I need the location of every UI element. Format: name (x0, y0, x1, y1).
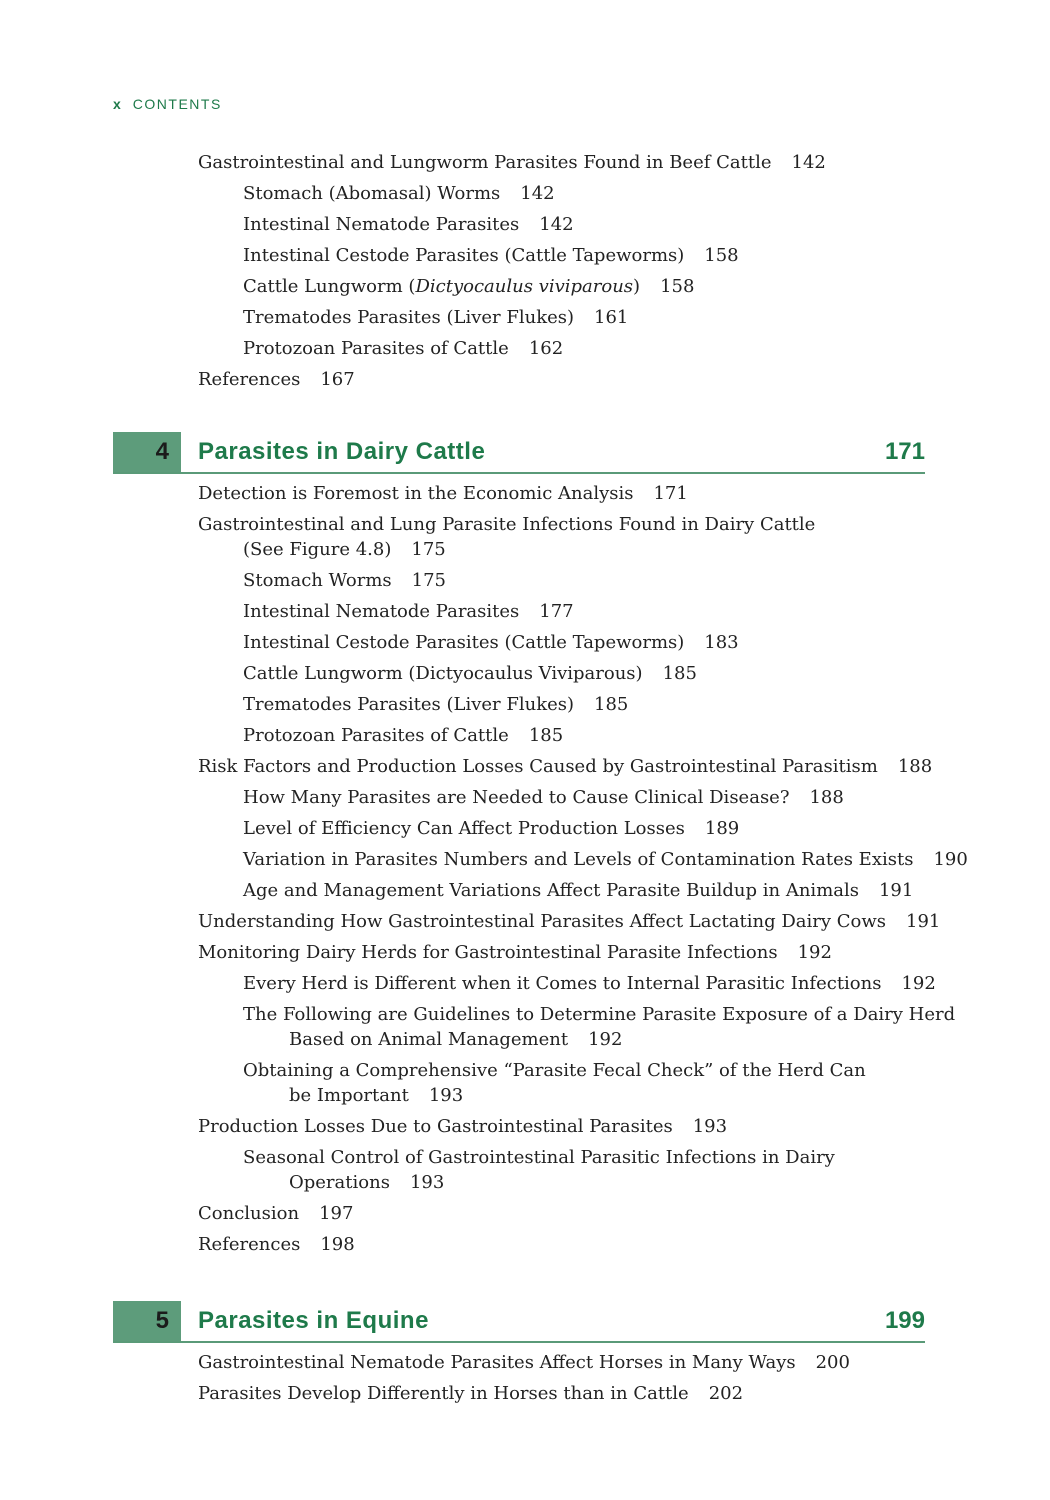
toc-entry[interactable] (198, 754, 950, 779)
toc-entry-title: Parasites Develop Differently in Horses than in Cattle (198, 1383, 689, 1404)
toc-entry-title: Gastrointestinal and Lung Parasite Infections Found in Dairy Cattle (198, 514, 816, 535)
toc-entry[interactable] (198, 181, 950, 206)
toc-entry-page: 202 (708, 1383, 744, 1404)
chapter-title: Parasites in Equine (198, 1307, 429, 1334)
toc-entry-page: 177 (539, 601, 574, 622)
toc-entry[interactable] (198, 692, 950, 717)
chapter-page: 199 (884, 1307, 925, 1334)
toc-entry[interactable] (198, 785, 950, 810)
toc-entry-page: 161 (594, 307, 629, 328)
toc-entry[interactable] (198, 481, 950, 506)
toc-entry[interactable] (198, 367, 950, 392)
toc-entry-page: 191 (878, 880, 914, 901)
toc-entry-title: Obtaining a Comprehensive “Parasite Fecal Check” of the Herd Can (243, 1060, 866, 1081)
toc-entry[interactable] (198, 1201, 950, 1226)
toc-entry-page: 191 (906, 911, 941, 932)
toc-entry-page: 142 (791, 152, 826, 173)
toc-entry[interactable] (198, 940, 950, 965)
toc-entry-page: 192 (797, 942, 832, 963)
toc-entry-page: 188 (897, 756, 933, 777)
toc-entry-title-start: Cattle Lungworm ( (243, 276, 416, 297)
toc-entry-title: Risk Factors and Production Losses Caused by Gastrointestinal Parasitism (198, 756, 878, 777)
toc-entry-title: Variation in Parasites Numbers and Levels of Contamination Rates Exists (243, 849, 914, 870)
toc-entry-page: 167 (320, 369, 355, 390)
toc-entry-title-continued: be Important (289, 1085, 409, 1106)
toc-entry-title: Intestinal Cestode Parasites (Cattle Tapeworms) (243, 245, 685, 266)
toc-entry-page: 190 (933, 849, 968, 870)
toc-entry-title: Age and Management Variations Affect Parasite Buildup in Animals (243, 880, 859, 901)
toc-entry-page: 192 (588, 1029, 623, 1050)
toc-entry[interactable] (198, 1002, 956, 1052)
toc-block-chapter5 (198, 1350, 950, 1406)
toc-entry-title: The Following are Guidelines to Determine Parasite Exposure of a Dairy Herd (243, 1004, 956, 1025)
toc-entry-title: Intestinal Nematode Parasites (243, 214, 520, 235)
toc-entry-title: Stomach Worms (243, 570, 392, 591)
chapter-page: 171 (884, 438, 925, 465)
toc-entry-title-continued: Operations (289, 1172, 390, 1193)
toc-entry-title: Conclusion (198, 1203, 300, 1224)
chapter-number-box: 5 (113, 1301, 181, 1341)
chapter-number-box: 4 (113, 432, 181, 472)
toc-entry-title: Gastrointestinal and Lungworm Parasites Found in Beef Cattle (198, 152, 772, 173)
toc-entry[interactable] (198, 816, 950, 841)
toc-entry-title: Trematodes Parasites (Liver Flukes) (243, 307, 575, 328)
toc-entry[interactable] (198, 1114, 950, 1139)
toc-entry-page: 175 (411, 570, 446, 591)
toc-entry-title-continued: (See Figure 4.8) (243, 539, 392, 560)
toc-entry-page: 188 (809, 787, 844, 808)
toc-entry-page: 185 (594, 694, 629, 715)
toc-entry-page: 185 (528, 725, 564, 746)
toc-entry[interactable] (198, 568, 950, 593)
toc-entry[interactable] (198, 599, 950, 624)
toc-entry[interactable] (198, 1058, 950, 1108)
toc-entry-title: Level of Efficiency Can Affect Production Losses (243, 818, 685, 839)
toc-entry[interactable] (198, 512, 950, 562)
toc-entry-page: 142 (539, 214, 574, 235)
toc-entry-title: References (198, 369, 301, 390)
toc-entry-title-end: ) (633, 276, 641, 297)
toc-entry-page: 197 (319, 1203, 354, 1224)
toc-entry-title: Monitoring Dairy Herds for Gastrointestinal Parasite Infections (198, 942, 778, 963)
toc-entry-title: Every Herd is Different when it Comes to Internal Parasitic Infections (243, 973, 882, 994)
toc-entry[interactable] (198, 630, 950, 655)
running-head (113, 96, 222, 112)
toc-entry-page: 200 (815, 1352, 850, 1373)
toc-entry-page: 183 (704, 632, 739, 653)
toc-entry[interactable] (198, 243, 950, 268)
toc-entry-title: Detection is Foremost in the Economic Analysis (198, 483, 634, 504)
toc-entry[interactable] (198, 909, 950, 934)
toc-entry[interactable] (198, 971, 950, 996)
toc-entry[interactable] (198, 1381, 950, 1406)
toc-entry-title: Production Losses Due to Gastrointestinal Parasites (198, 1116, 673, 1137)
toc-entry-title: Intestinal Cestode Parasites (Cattle Tapeworms) (243, 632, 685, 653)
toc-entry-page: 193 (692, 1116, 728, 1137)
toc-entry-page: 158 (704, 245, 739, 266)
toc-entry-title: References (198, 1234, 301, 1255)
toc-entry-title-continued: Based on Animal Management (289, 1029, 569, 1050)
toc-entry-title: Seasonal Control of Gastrointestinal Parasitic Infections in Dairy (243, 1147, 835, 1168)
toc-entry-title: How Many Parasites are Needed to Cause Clinical Disease? (243, 787, 790, 808)
toc-entry-title: Stomach (Abomasal) Worms (243, 183, 501, 204)
toc-entry-page: 171 (653, 483, 688, 504)
page-number: x (113, 96, 121, 112)
toc-block-chapter3-continued (198, 150, 950, 392)
toc-entry[interactable] (198, 274, 950, 299)
chapter-title: Parasites in Dairy Cattle (198, 438, 486, 465)
toc-entry[interactable] (198, 878, 950, 903)
toc-entry-title: Cattle Lungworm (Dictyocaulus Viviparous) (243, 663, 643, 684)
toc-entry-title: Understanding How Gastrointestinal Parasites Affect Lactating Dairy Cows (198, 911, 886, 932)
toc-entry-title: Protozoan Parasites of Cattle (243, 338, 509, 359)
toc-entry-page: 193 (409, 1172, 445, 1193)
toc-entry-page: 142 (520, 183, 555, 204)
toc-entry[interactable] (198, 150, 950, 175)
toc-entry-page: 185 (662, 663, 697, 684)
toc-entry-page: 175 (411, 539, 446, 560)
chapter-heading-4[interactable] (113, 432, 925, 474)
toc-entry-page: 198 (320, 1234, 355, 1255)
toc-entry-page: 162 (528, 338, 564, 359)
toc-entry[interactable] (198, 1232, 950, 1257)
toc-entry-page: 158 (660, 276, 695, 297)
chapter-heading-5[interactable] (113, 1301, 925, 1343)
toc-entry[interactable] (198, 1350, 950, 1375)
toc-entry-page: 193 (428, 1085, 464, 1106)
toc-entry[interactable] (198, 212, 950, 237)
toc-entry[interactable] (198, 723, 950, 748)
toc-entry[interactable] (198, 305, 950, 330)
toc-entry-title: Protozoan Parasites of Cattle (243, 725, 509, 746)
toc-entry[interactable] (198, 661, 950, 686)
toc-entry[interactable] (198, 847, 968, 872)
toc-entry[interactable] (198, 1145, 950, 1195)
toc-block-chapter4 (198, 481, 968, 1257)
toc-entry-page: 189 (704, 818, 740, 839)
toc-entry[interactable] (198, 336, 950, 361)
toc-entry-title: Intestinal Nematode Parasites (243, 601, 520, 622)
toc-entry-title: Trematodes Parasites (Liver Flukes) (243, 694, 575, 715)
section-title: CONTENTS (132, 96, 222, 112)
toc-entry-title-italic: Dictyocaulus viviparous (415, 276, 634, 297)
toc-entry-page: 192 (901, 973, 936, 994)
toc-entry-title: Gastrointestinal Nematode Parasites Affect Horses in Many Ways (198, 1352, 796, 1373)
